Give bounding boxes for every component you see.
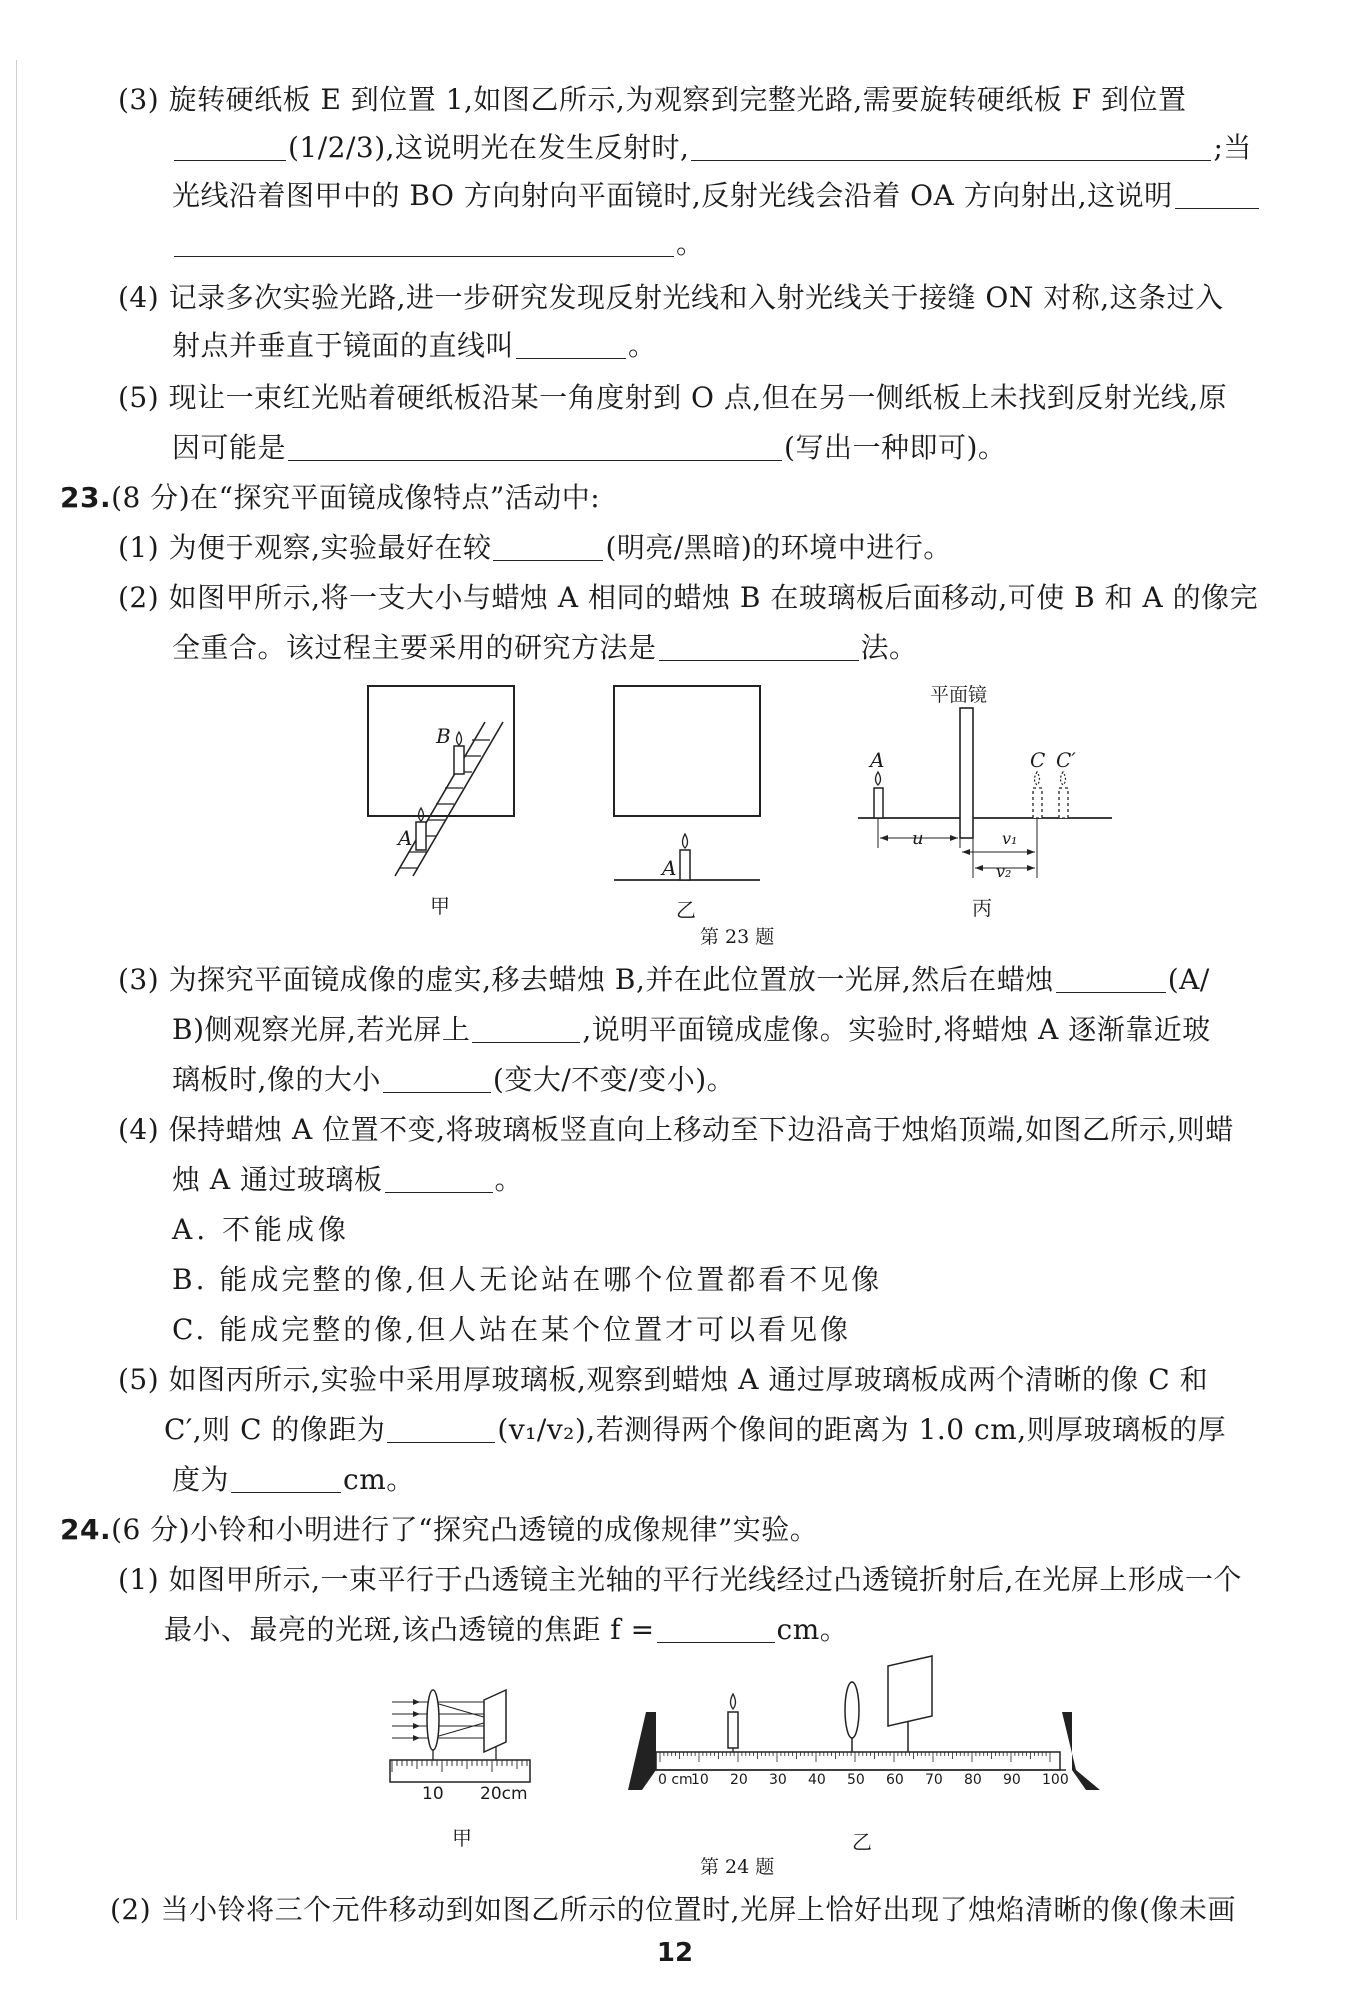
fig24-caption-jia: 甲 — [452, 1826, 472, 1850]
q23-p4-line1: (4) 保持蜡烛 A 位置不变,将玻璃板竖直向上移动至下边沿高于烛焰顶端,如图乙所示,则蜡 — [118, 1113, 1234, 1146]
q24-p1-line1: (1) 如图甲所示,一束平行于凸透镜主光轴的平行光线经过凸透镜折射后,在光屏上形成一个 — [118, 1563, 1242, 1596]
q23-heading: 23.(8 分)在“探究平面镜成像特点”活动中: — [60, 481, 601, 514]
fig23-mirror-label: 平面镜 — [930, 684, 988, 706]
bench-label: 20 — [730, 1772, 748, 1788]
q24-heading: 24.(6 分)小铃和小明进行了“探究凸透镜的成像规律”实验。 — [60, 1513, 819, 1546]
q22-p3-line2: (1/2/3),这说明光在发生反射时, ;当 — [172, 128, 1252, 168]
fig23-label-A: A — [398, 826, 413, 850]
fig23-label-C-prime: C′ — [1056, 748, 1076, 772]
q22-p5-line2: 因可能是 (写出一种即可)。 — [172, 431, 1007, 464]
fig23-label-C: C — [1030, 748, 1046, 772]
q22-p5-line1: (5) 现让一束红光贴着硬纸板沿某一角度射到 O 点,但在另一侧纸板上未找到反射光线,原 — [118, 381, 1228, 414]
q23-p3-line2: B)侧观察光屏,若光屏上 ,说明平面镜成虚像。实验时,将蜡烛 A 逐渐靠近玻 — [172, 1013, 1211, 1046]
q23-option-b: B. 能成完整的像,但人无论站在哪个位置都看不见像 — [172, 1263, 883, 1296]
q22-p4-line1: (4) 记录多次实验光路,进一步研究发现反射光线和入射光线关于接缝 ON 对称,这条过入 — [118, 281, 1224, 314]
fig23-yi-label-A: A — [662, 856, 677, 880]
q22-p3-line4: 。 — [172, 224, 705, 264]
q23-p4-line2: 烛 A 通过玻璃板 。 — [172, 1163, 524, 1196]
fig23-bing-label-A: A — [870, 748, 885, 772]
bench-label: 60 — [886, 1772, 904, 1788]
fig23-label-u: u — [912, 828, 924, 849]
fig24-jia — [390, 1690, 530, 1782]
fig24-yi — [628, 1656, 1100, 1790]
q23-option-a: A. 不能成像 — [172, 1213, 351, 1246]
q23-p2-line2: 全重合。该过程主要采用的研究方法是 法。 — [172, 631, 918, 664]
fig24-ruler-label-20cm: 20cm — [480, 1784, 528, 1804]
bench-label: 80 — [964, 1772, 982, 1788]
q24-p1-line2: 最小、最亮的光斑,该凸透镜的焦距 f = cm。 — [164, 1613, 849, 1646]
fig24-caption-yi: 乙 — [852, 1830, 872, 1854]
bench-label: 40 — [808, 1772, 826, 1788]
q23-p3-line3: 璃板时,像的大小 (变大/不变/变小)。 — [172, 1063, 736, 1096]
fig23-label-v1: v₁ — [1002, 829, 1018, 848]
fig23-caption-yi: 乙 — [676, 898, 696, 922]
fig24-caption: 第 24 题 — [700, 1856, 775, 1878]
q23-p2-line1: (2) 如图甲所示,将一支大小与蜡烛 A 相同的蜡烛 B 在玻璃板后面移动,可使 B 和 A 的像完 — [118, 581, 1259, 614]
fig23-caption: 第 23 题 — [700, 926, 775, 948]
q23-p1: (1) 为便于观察,实验最好在较 (明亮/黑暗)的环境中进行。 — [118, 531, 952, 564]
bench-label: 0 cm — [658, 1772, 693, 1788]
bench-label: 10 — [691, 1772, 709, 1788]
q24-p2-line1: (2) 当小铃将三个元件移动到如图乙所示的位置时,光屏上恰好出现了烛焰清晰的像(像未画 — [110, 1893, 1236, 1926]
q22-p3-line3: 光线沿着图甲中的 BO 方向射向平面镜时,反射光线会沿着 OA 方向射出,这说明 — [172, 176, 1261, 216]
fig24-ruler-label-10: 10 — [422, 1784, 444, 1804]
fig23-label-B: B — [436, 724, 451, 748]
bench-label: 90 — [1003, 1772, 1021, 1788]
fig23-caption-bing: 丙 — [972, 896, 992, 920]
q22-p4-line2: 射点并垂直于镜面的直线叫 。 — [172, 329, 657, 362]
bench-label: 100 — [1042, 1772, 1069, 1788]
page-number: 12 — [656, 1938, 694, 1968]
fig23-label-v2: v₂ — [996, 862, 1012, 881]
fig23-caption-jia: 甲 — [430, 894, 450, 918]
q23-option-c: C. 能成完整的像,但人站在某个位置才可以看见像 — [172, 1313, 852, 1346]
bench-label: 50 — [847, 1772, 865, 1788]
bench-label: 70 — [925, 1772, 943, 1788]
q23-p5-line2: C′,则 C 的像距为 (v₁/v₂),若测得两个像间的距离为 1.0 cm,则厚玻璃板的厚 — [164, 1413, 1227, 1446]
q23-p5-line1: (5) 如图丙所示,实验中采用厚玻璃板,观察到蜡烛 A 通过厚玻璃板成两个清晰的像 C 和 — [118, 1363, 1209, 1396]
q23-p3-line1: (3) 为探究平面镜成像的虚实,移去蜡烛 B,并在此位置放一光屏,然后在蜡烛 (A/ — [118, 963, 1210, 996]
bench-label: 30 — [769, 1772, 787, 1788]
q22-p3-line1: (3) 旋转硬纸板 E 到位置 1,如图乙所示,为观察到完整光路,需要旋转硬纸板 F 到位置 — [118, 83, 1187, 116]
q23-p5-line3: 度为 cm。 — [172, 1463, 415, 1496]
